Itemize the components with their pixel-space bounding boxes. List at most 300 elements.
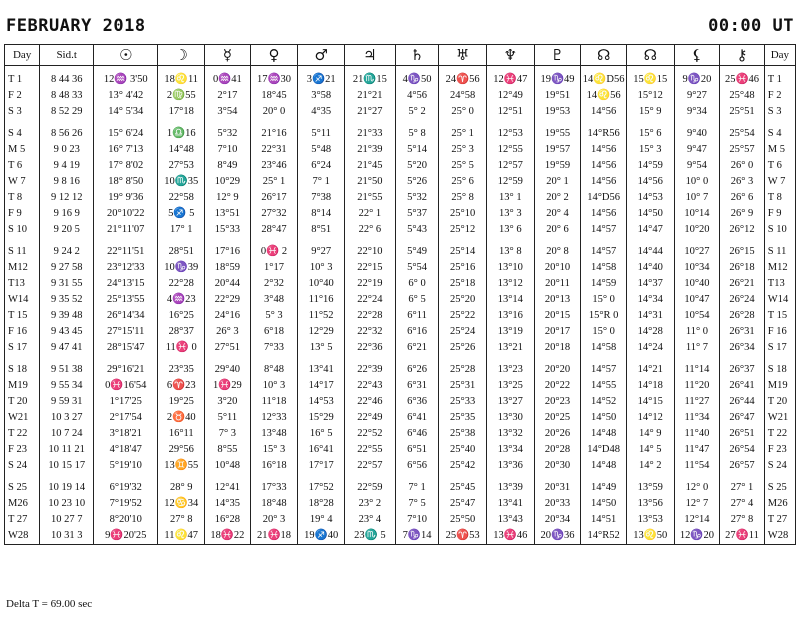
- cell-uranus: 25♈53: [439, 528, 487, 545]
- cell-node_true: 14° 9: [626, 426, 674, 442]
- cell-sid: 9 35 52: [40, 292, 94, 308]
- cell-mercury: 17°16: [205, 238, 251, 260]
- column-header-neptune: ♆: [487, 45, 535, 66]
- cell-node_true: 14°50: [626, 206, 674, 222]
- cell-jupiter: 22°57: [344, 458, 395, 474]
- cell-node_mean: 14°48: [581, 426, 627, 442]
- cell-lilith: 10°47: [674, 292, 720, 308]
- cell-node_true: 14°53: [626, 190, 674, 206]
- table-row: [5, 378, 796, 394]
- cell-mercury: 10°48: [205, 458, 251, 474]
- cell-jupiter: 22°32: [344, 324, 395, 340]
- cell-lilith: 10°20: [674, 222, 720, 238]
- cell-node_true: 14°56: [626, 174, 674, 190]
- cell-pluto: 20°13: [534, 292, 581, 308]
- cell-sid: 9 47 41: [40, 340, 94, 356]
- cell-jupiter: 22°55: [344, 442, 395, 458]
- cell-day: F 16: [5, 324, 40, 340]
- cell-neptune: 13°10: [487, 260, 535, 276]
- cell-sid: 9 27 58: [40, 260, 94, 276]
- cell-sun: 23°12'33: [94, 260, 158, 276]
- cell-pluto: 20° 2: [534, 190, 581, 206]
- cell-saturn: 5°14: [395, 142, 439, 158]
- cell-day: T 22: [5, 426, 40, 442]
- cell-node_true: 13°59: [626, 474, 674, 496]
- cell-node_mean: 14°55: [581, 378, 627, 394]
- cell-chiron: 26°37: [720, 356, 765, 378]
- cell-mars: 18°28: [298, 496, 345, 512]
- cell-neptune: 13°25: [487, 378, 535, 394]
- cell-pluto: 19°59: [534, 158, 581, 174]
- cell-uranus: 25°16: [439, 260, 487, 276]
- cell-sun: 4°18'47: [94, 442, 158, 458]
- cell-sid: 10 3 27: [40, 410, 94, 426]
- cell-neptune: 13° 3: [487, 206, 535, 222]
- cell-lilith: 12° 0: [674, 474, 720, 496]
- cell-day2: T 15: [764, 308, 795, 324]
- cell-uranus: 25°14: [439, 238, 487, 260]
- cell-neptune: 13°12: [487, 276, 535, 292]
- cell-saturn: 6° 0: [395, 276, 439, 292]
- cell-moon: 11♓ 0: [158, 340, 205, 356]
- cell-mercury: 5°32: [205, 120, 251, 142]
- cell-neptune: 13°16: [487, 308, 535, 324]
- cell-node_mean: 14°D48: [581, 442, 627, 458]
- cell-sun: 18° 8'50: [94, 174, 158, 190]
- cell-neptune: 13°19: [487, 324, 535, 340]
- cell-mars: 15°29: [298, 410, 345, 426]
- cell-mars: 11°52: [298, 308, 345, 324]
- cell-node_mean: 14°56: [581, 142, 627, 158]
- cell-saturn: 5°32: [395, 190, 439, 206]
- cell-chiron: 27♓11: [720, 528, 765, 545]
- cell-sid: 9 43 45: [40, 324, 94, 340]
- cell-lilith: 11°54: [674, 458, 720, 474]
- cell-sun: 17° 8'02: [94, 158, 158, 174]
- cell-saturn: 4♑50: [395, 66, 439, 89]
- cell-sid: 9 59 31: [40, 394, 94, 410]
- cell-node_true: 14°37: [626, 276, 674, 292]
- cell-saturn: 5°20: [395, 158, 439, 174]
- cell-node_true: 13°53: [626, 512, 674, 528]
- cell-venus: 20° 0: [250, 104, 298, 120]
- table-row: [5, 66, 796, 89]
- cell-sid: 9 16 9: [40, 206, 94, 222]
- cell-day: S 10: [5, 222, 40, 238]
- table-row: [5, 158, 796, 174]
- cell-jupiter: 22°59: [344, 474, 395, 496]
- cell-day: W28: [5, 528, 40, 545]
- cell-uranus: 25°24: [439, 324, 487, 340]
- column-header-saturn: ♄: [395, 45, 439, 66]
- cell-chiron: 26° 9: [720, 206, 765, 222]
- cell-moon: 22°28: [158, 276, 205, 292]
- cell-neptune: 12♓47: [487, 66, 535, 89]
- cell-mars: 16° 5: [298, 426, 345, 442]
- cell-mars: 14°53: [298, 394, 345, 410]
- cell-sid: 8 48 33: [40, 88, 94, 104]
- cell-lilith: 10°34: [674, 260, 720, 276]
- cell-pluto: 20°20: [534, 356, 581, 378]
- cell-pluto: 20°22: [534, 378, 581, 394]
- cell-venus: 15° 3: [250, 442, 298, 458]
- cell-neptune: 13°43: [487, 512, 535, 528]
- cell-moon: 27° 8: [158, 512, 205, 528]
- cell-neptune: 13°32: [487, 426, 535, 442]
- column-header-pluto: ♇: [534, 45, 581, 66]
- cell-venus: 7°33: [250, 340, 298, 356]
- cell-jupiter: 21°50: [344, 174, 395, 190]
- table-row: [5, 292, 796, 308]
- cell-node_true: 15° 3: [626, 142, 674, 158]
- cell-venus: 25° 1: [250, 174, 298, 190]
- cell-moon: 23°35: [158, 356, 205, 378]
- cell-moon: 17°18: [158, 104, 205, 120]
- cell-chiron: 26° 3: [720, 174, 765, 190]
- cell-mars: 8°14: [298, 206, 345, 222]
- cell-jupiter: 21°39: [344, 142, 395, 158]
- table-row: [5, 356, 796, 378]
- cell-node_mean: 14°50: [581, 410, 627, 426]
- cell-venus: 0♓ 2: [250, 238, 298, 260]
- cell-lilith: 9°47: [674, 142, 720, 158]
- cell-lilith: 10°27: [674, 238, 720, 260]
- cell-day: T 20: [5, 394, 40, 410]
- cell-venus: 10° 3: [250, 378, 298, 394]
- delta-t-note: Delta T = 69.00 sec: [6, 598, 93, 610]
- cell-pluto: 19°57: [534, 142, 581, 158]
- cell-lilith: 11°47: [674, 442, 720, 458]
- cell-venus: 5° 3: [250, 308, 298, 324]
- table-row: [5, 142, 796, 158]
- cell-jupiter: 21°21: [344, 88, 395, 104]
- cell-mercury: 20°44: [205, 276, 251, 292]
- table-row: [5, 474, 796, 496]
- cell-uranus: 25°22: [439, 308, 487, 324]
- cell-jupiter: 21°45: [344, 158, 395, 174]
- cell-chiron: 26°12: [720, 222, 765, 238]
- cell-pluto: 20°17: [534, 324, 581, 340]
- table-row: [5, 442, 796, 458]
- cell-uranus: 24°58: [439, 88, 487, 104]
- cell-saturn: 5°49: [395, 238, 439, 260]
- cell-moon: 10♏35: [158, 174, 205, 190]
- cell-day: M19: [5, 378, 40, 394]
- cell-node_mean: 14°56: [581, 206, 627, 222]
- cell-mercury: 1♓29: [205, 378, 251, 394]
- cell-mercury: 27°51: [205, 340, 251, 356]
- cell-lilith: 10°40: [674, 276, 720, 292]
- cell-day2: F 16: [764, 324, 795, 340]
- cell-jupiter: 22°36: [344, 340, 395, 356]
- cell-neptune: 12°55: [487, 142, 535, 158]
- cell-sun: 6°19'32: [94, 474, 158, 496]
- cell-mars: 7° 1: [298, 174, 345, 190]
- cell-mars: 17°17: [298, 458, 345, 474]
- cell-uranus: 25°26: [439, 340, 487, 356]
- cell-sun: 24°13'15: [94, 276, 158, 292]
- table-row: [5, 496, 796, 512]
- cell-pluto: 20° 4: [534, 206, 581, 222]
- cell-sid: 10 31 3: [40, 528, 94, 545]
- cell-lilith: 12°14: [674, 512, 720, 528]
- cell-day2: S 18: [764, 356, 795, 378]
- table-row: [5, 276, 796, 292]
- cell-day: F 23: [5, 442, 40, 458]
- cell-lilith: 11°20: [674, 378, 720, 394]
- table-row: [5, 238, 796, 260]
- column-header-chiron: ⚷: [720, 45, 765, 66]
- cell-pluto: 20° 6: [534, 222, 581, 238]
- cell-jupiter: 22°46: [344, 394, 395, 410]
- cell-lilith: 11° 7: [674, 340, 720, 356]
- cell-day: T 8: [5, 190, 40, 206]
- cell-saturn: 5° 2: [395, 104, 439, 120]
- cell-day2: T 6: [764, 158, 795, 174]
- cell-day2: F 2: [764, 88, 795, 104]
- cell-day2: S 24: [764, 458, 795, 474]
- cell-day2: M 5: [764, 142, 795, 158]
- table-row: [5, 206, 796, 222]
- cell-mercury: 14°35: [205, 496, 251, 512]
- cell-chiron: 26°54: [720, 442, 765, 458]
- cell-chiron: 25♓46: [720, 66, 765, 89]
- cell-venus: 17♒30: [250, 66, 298, 89]
- cell-moon: 10♑39: [158, 260, 205, 276]
- cell-node_true: 14°28: [626, 324, 674, 340]
- cell-neptune: 12°57: [487, 158, 535, 174]
- cell-venus: 28°47: [250, 222, 298, 238]
- table-row: [5, 458, 796, 474]
- cell-saturn: 5°43: [395, 222, 439, 238]
- cell-node_mean: 15°R 0: [581, 308, 627, 324]
- cell-node_mean: 14♌D56: [581, 66, 627, 89]
- cell-sun: 26°14'34: [94, 308, 158, 324]
- cell-venus: 3°48: [250, 292, 298, 308]
- cell-node_mean: 15° 0: [581, 324, 627, 340]
- cell-neptune: 12°59: [487, 174, 535, 190]
- cell-mercury: 2°17: [205, 88, 251, 104]
- cell-node_true: 14°15: [626, 394, 674, 410]
- cell-sun: 7°19'52: [94, 496, 158, 512]
- cell-pluto: 20°15: [534, 308, 581, 324]
- cell-node_true: 14°24: [626, 340, 674, 356]
- column-header-day: Day: [5, 45, 40, 66]
- column-header-node_true: ☊: [626, 45, 674, 66]
- cell-moon: 12♋34: [158, 496, 205, 512]
- cell-node_mean: 14°R52: [581, 528, 627, 545]
- cell-pluto: 19°51: [534, 88, 581, 104]
- cell-sid: 10 7 24: [40, 426, 94, 442]
- cell-node_true: 13°56: [626, 496, 674, 512]
- cell-day2: S 3: [764, 104, 795, 120]
- cell-chiron: 27° 4: [720, 496, 765, 512]
- cell-day: F 2: [5, 88, 40, 104]
- cell-sid: 9 8 16: [40, 174, 94, 190]
- cell-uranus: 25°42: [439, 458, 487, 474]
- cell-lilith: 11°34: [674, 410, 720, 426]
- ephemeris-table: [4, 44, 796, 545]
- cell-mercury: 8°55: [205, 442, 251, 458]
- cell-mercury: 24°16: [205, 308, 251, 324]
- cell-jupiter: 22°39: [344, 356, 395, 378]
- column-header-uranus: ♅: [439, 45, 487, 66]
- cell-node_mean: 14°58: [581, 260, 627, 276]
- cell-moon: 22°58: [158, 190, 205, 206]
- cell-venus: 13°48: [250, 426, 298, 442]
- cell-mars: 12°29: [298, 324, 345, 340]
- cell-node_true: 14° 2: [626, 458, 674, 474]
- cell-moon: 2♍55: [158, 88, 205, 104]
- cell-mars: 19° 4: [298, 512, 345, 528]
- cell-neptune: 13°21: [487, 340, 535, 356]
- cell-saturn: 5°54: [395, 260, 439, 276]
- cell-jupiter: 22°15: [344, 260, 395, 276]
- cell-neptune: 12°49: [487, 88, 535, 104]
- cell-neptune: 12°53: [487, 120, 535, 142]
- cell-day: T 6: [5, 158, 40, 174]
- cell-uranus: 25°47: [439, 496, 487, 512]
- cell-day2: M19: [764, 378, 795, 394]
- cell-node_true: 15♌15: [626, 66, 674, 89]
- cell-uranus: 25°45: [439, 474, 487, 496]
- cell-node_mean: 14°D56: [581, 190, 627, 206]
- table-row: [5, 260, 796, 276]
- cell-venus: 6°18: [250, 324, 298, 340]
- cell-mars: 4°35: [298, 104, 345, 120]
- table-row: [5, 340, 796, 356]
- cell-day2: T13: [764, 276, 795, 292]
- cell-day2: W21: [764, 410, 795, 426]
- cell-jupiter: 22°43: [344, 378, 395, 394]
- cell-saturn: 4°56: [395, 88, 439, 104]
- cell-node_true: 15° 6: [626, 120, 674, 142]
- cell-mercury: 26° 3: [205, 324, 251, 340]
- cell-uranus: 25° 5: [439, 158, 487, 174]
- cell-venus: 18°45: [250, 88, 298, 104]
- cell-uranus: 25° 6: [439, 174, 487, 190]
- table-row: [5, 528, 796, 545]
- cell-saturn: 6°26: [395, 356, 439, 378]
- cell-sun: 22°11'51: [94, 238, 158, 260]
- cell-sun: 25°13'55: [94, 292, 158, 308]
- cell-pluto: 20° 8: [534, 238, 581, 260]
- cell-pluto: 20°18: [534, 340, 581, 356]
- cell-lilith: 12° 7: [674, 496, 720, 512]
- cell-uranus: 25°10: [439, 206, 487, 222]
- cell-venus: 17°33: [250, 474, 298, 496]
- cell-mercury: 12°41: [205, 474, 251, 496]
- cell-uranus: 25°50: [439, 512, 487, 528]
- cell-neptune: 12°51: [487, 104, 535, 120]
- table-row: [5, 222, 796, 238]
- cell-lilith: 9°40: [674, 120, 720, 142]
- cell-uranus: 25° 0: [439, 104, 487, 120]
- cell-sid: 8 44 36: [40, 66, 94, 89]
- cell-sid: 9 0 23: [40, 142, 94, 158]
- cell-mars: 5°11: [298, 120, 345, 142]
- cell-sid: 9 24 2: [40, 238, 94, 260]
- table-row: [5, 410, 796, 426]
- cell-venus: 27°32: [250, 206, 298, 222]
- cell-node_true: 15° 9: [626, 104, 674, 120]
- cell-node_true: 14°18: [626, 378, 674, 394]
- cell-jupiter: 23° 2: [344, 496, 395, 512]
- cell-jupiter: 22°28: [344, 308, 395, 324]
- cell-saturn: 6°41: [395, 410, 439, 426]
- cell-venus: 20° 3: [250, 512, 298, 528]
- cell-pluto: 19♑49: [534, 66, 581, 89]
- cell-venus: 26°17: [250, 190, 298, 206]
- cell-venus: 8°48: [250, 356, 298, 378]
- cell-node_mean: 14°57: [581, 356, 627, 378]
- cell-mercury: 0♒41: [205, 66, 251, 89]
- cell-neptune: 13°14: [487, 292, 535, 308]
- cell-moon: 4♒23: [158, 292, 205, 308]
- cell-day: S 24: [5, 458, 40, 474]
- cell-day2: F 23: [764, 442, 795, 458]
- cell-mars: 6°24: [298, 158, 345, 174]
- cell-jupiter: 22°49: [344, 410, 395, 426]
- cell-day2: S 10: [764, 222, 795, 238]
- cell-jupiter: 22° 6: [344, 222, 395, 238]
- cell-sid: 10 11 21: [40, 442, 94, 458]
- cell-saturn: 7♑14: [395, 528, 439, 545]
- cell-sun: 15° 6'24: [94, 120, 158, 142]
- cell-jupiter: 21°27: [344, 104, 395, 120]
- cell-saturn: 5°37: [395, 206, 439, 222]
- cell-mars: 3°58: [298, 88, 345, 104]
- cell-day2: M26: [764, 496, 795, 512]
- cell-mercury: 10°29: [205, 174, 251, 190]
- cell-sid: 10 23 10: [40, 496, 94, 512]
- cell-day2: W 7: [764, 174, 795, 190]
- cell-pluto: 20°10: [534, 260, 581, 276]
- cell-node_true: 14°21: [626, 356, 674, 378]
- table-row: [5, 308, 796, 324]
- cell-lilith: 10° 0: [674, 174, 720, 190]
- cell-moon: 11♌47: [158, 528, 205, 545]
- cell-moon: 2♉40: [158, 410, 205, 426]
- cell-node_true: 14° 5: [626, 442, 674, 458]
- cell-sun: 16° 7'13: [94, 142, 158, 158]
- time-label: 00:00 UT: [708, 16, 794, 36]
- cell-node_mean: 14♌56: [581, 88, 627, 104]
- cell-uranus: 25°20: [439, 292, 487, 308]
- cell-day2: M12: [764, 260, 795, 276]
- cell-pluto: 20°23: [534, 394, 581, 410]
- column-header-mars: ♂: [298, 45, 345, 66]
- cell-node_true: 14°44: [626, 238, 674, 260]
- cell-mars: 16°41: [298, 442, 345, 458]
- cell-chiron: 26°24: [720, 292, 765, 308]
- cell-chiron: 26°15: [720, 238, 765, 260]
- cell-sun: 0♓16'54: [94, 378, 158, 394]
- cell-node_mean: 14°56: [581, 158, 627, 174]
- cell-node_mean: 14°48: [581, 458, 627, 474]
- table-row: [5, 512, 796, 528]
- cell-day: M 5: [5, 142, 40, 158]
- cell-moon: 17° 1: [158, 222, 205, 238]
- cell-jupiter: 22°19: [344, 276, 395, 292]
- cell-day2: S 4: [764, 120, 795, 142]
- cell-node_mean: 14°51: [581, 512, 627, 528]
- cell-neptune: 13° 6: [487, 222, 535, 238]
- cell-mercury: 12° 9: [205, 190, 251, 206]
- cell-day: F 9: [5, 206, 40, 222]
- cell-moon: 16°11: [158, 426, 205, 442]
- table-row: [5, 324, 796, 340]
